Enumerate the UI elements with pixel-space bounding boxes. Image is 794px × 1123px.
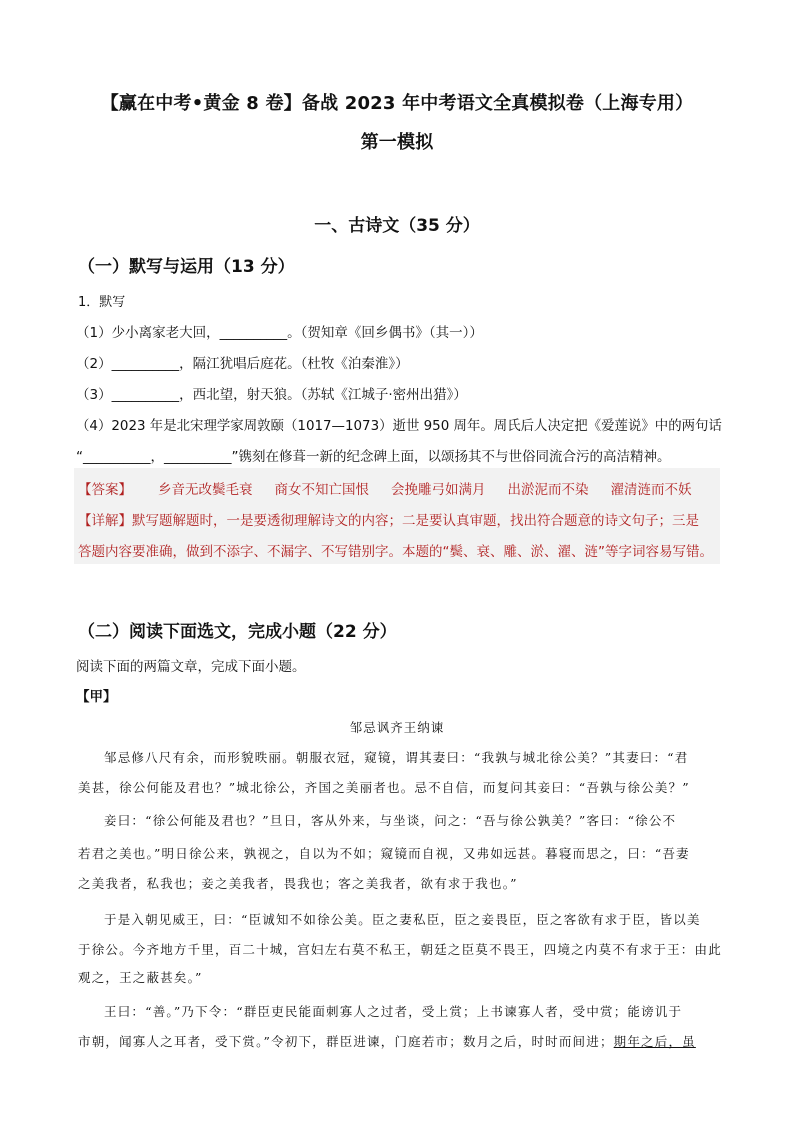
passage-line: 之美我者，私我也；妾之美我者，畏我也；客之美我者，欲有求于我也。” (78, 876, 518, 891)
passage-line: 美甚，徐公何能及君也？”城北徐公，齐国之美丽者也。忌不自信，而复问其妾曰：“吾孰与徐公美？” (78, 780, 690, 795)
document-title: 【赢在中考•黄金 8 卷】备战 2023 年中考语文全真模拟卷（上海专用） (100, 93, 694, 114)
passage-line: 王曰：“善。”乃下令：“群臣吏民能面刺寡人之过者，受上赏；上书谏寡人者，受中赏；能谤讥于 (104, 1004, 683, 1019)
passage-line: 于是入朝见威王，曰：“臣诚知不如徐公美。臣之妻私臣，臣之妾畏臣，臣之客欲有求于臣，皆以美 (104, 912, 701, 927)
question-item-3: （3）__________，西北望，射天狼。（苏轼《江城子·密州出猎》） (76, 387, 467, 403)
passage-line-last (78, 1032, 696, 1050)
passage-title: 邹忌讽齐王纳谏 (349, 720, 445, 735)
passage-line: 观之，王之蔽甚矣。” (78, 970, 203, 985)
passage-line: 于徐公。今齐地方千里，百二十城，宫妇左右莫不私王，朝廷之臣莫不畏王，四境之内莫不有求于王：由此 (78, 942, 722, 957)
passage-line: 邹忌修八尺有余，而形貌昳丽。朝服衣冠，窥镜，谓其妻曰：“我孰与城北徐公美？”其妻曰：“君 (104, 750, 689, 765)
jia-label: 【甲】 (76, 689, 117, 705)
answer-item: 濯清涟而不妖 (610, 482, 692, 498)
question-item-2: （2）__________，隔江犹唱后庭花。（杜牧《泊秦淮》） (76, 356, 409, 372)
answer-line (78, 478, 692, 498)
passage-line: 若君之美也。”明日徐公来，孰视之，自以为不如；窥镜而自视，又弗如远甚。暮寝而思之，曰：“吾妻 (78, 846, 690, 861)
part2-intro: 阅读下面的两篇文章，完成下面小题。 (76, 659, 306, 675)
question-label: 1．默写 (78, 295, 126, 310)
answer-item: 出淤泥而不染 (507, 482, 589, 498)
part2-heading: （二）阅读下面选文，完成小题（22 分） (78, 622, 397, 642)
passage-underlined-text: 期年之后，虽 (613, 1034, 696, 1049)
question-item-1: （1）少小离家老大回，__________。（贺知章《回乡偶书》（其一）） (76, 325, 483, 341)
detail-line-1: 【详解】默写题解题时，一是要透彻理解诗文的内容；二是要认真审题，找出符合题意的诗文句子；三是 (78, 513, 699, 529)
answer-item: 商女不知亡国恨 (274, 482, 369, 498)
section-title: 一、古诗文（35 分） (314, 216, 480, 236)
answer-label: 【答案】 (78, 482, 132, 498)
answer-item: 乡音无改鬓毛衰 (158, 482, 253, 498)
question-item-4-cont: “__________，__________”镌刻在修葺一新的纪念碑上面，以颂扬其不与世俗同流合污的高洁精神。 (76, 449, 671, 465)
passage-line-text: 市朝，闻寡人之耳者，受下赏。”令初下，群臣进谏，门庭若市；数月之后，时时而间进； (78, 1034, 614, 1049)
detail-line-2: 答题内容要准确，做到不添字、不漏字、不写错别字。本题的“鬓、衰、雕、淤、濯、涟”等字词容易写错。 (78, 544, 713, 560)
part1-heading: （一）默写与运用（13 分） (78, 257, 295, 277)
question-item-4: （4）2023 年是北宋理学家周敦颐（1017—1073）逝世 950 周年。周氏后人决定把《爱莲说》中的两句话 (76, 418, 722, 434)
document-subtitle: 第一模拟 (360, 132, 434, 153)
answer-item: 会挽雕弓如满月 (391, 482, 486, 498)
passage-line: 妾曰：“徐公何能及君也？”旦日，客从外来，与坐谈，问之：“吾与徐公孰美？”客曰：“徐公不 (104, 813, 677, 828)
